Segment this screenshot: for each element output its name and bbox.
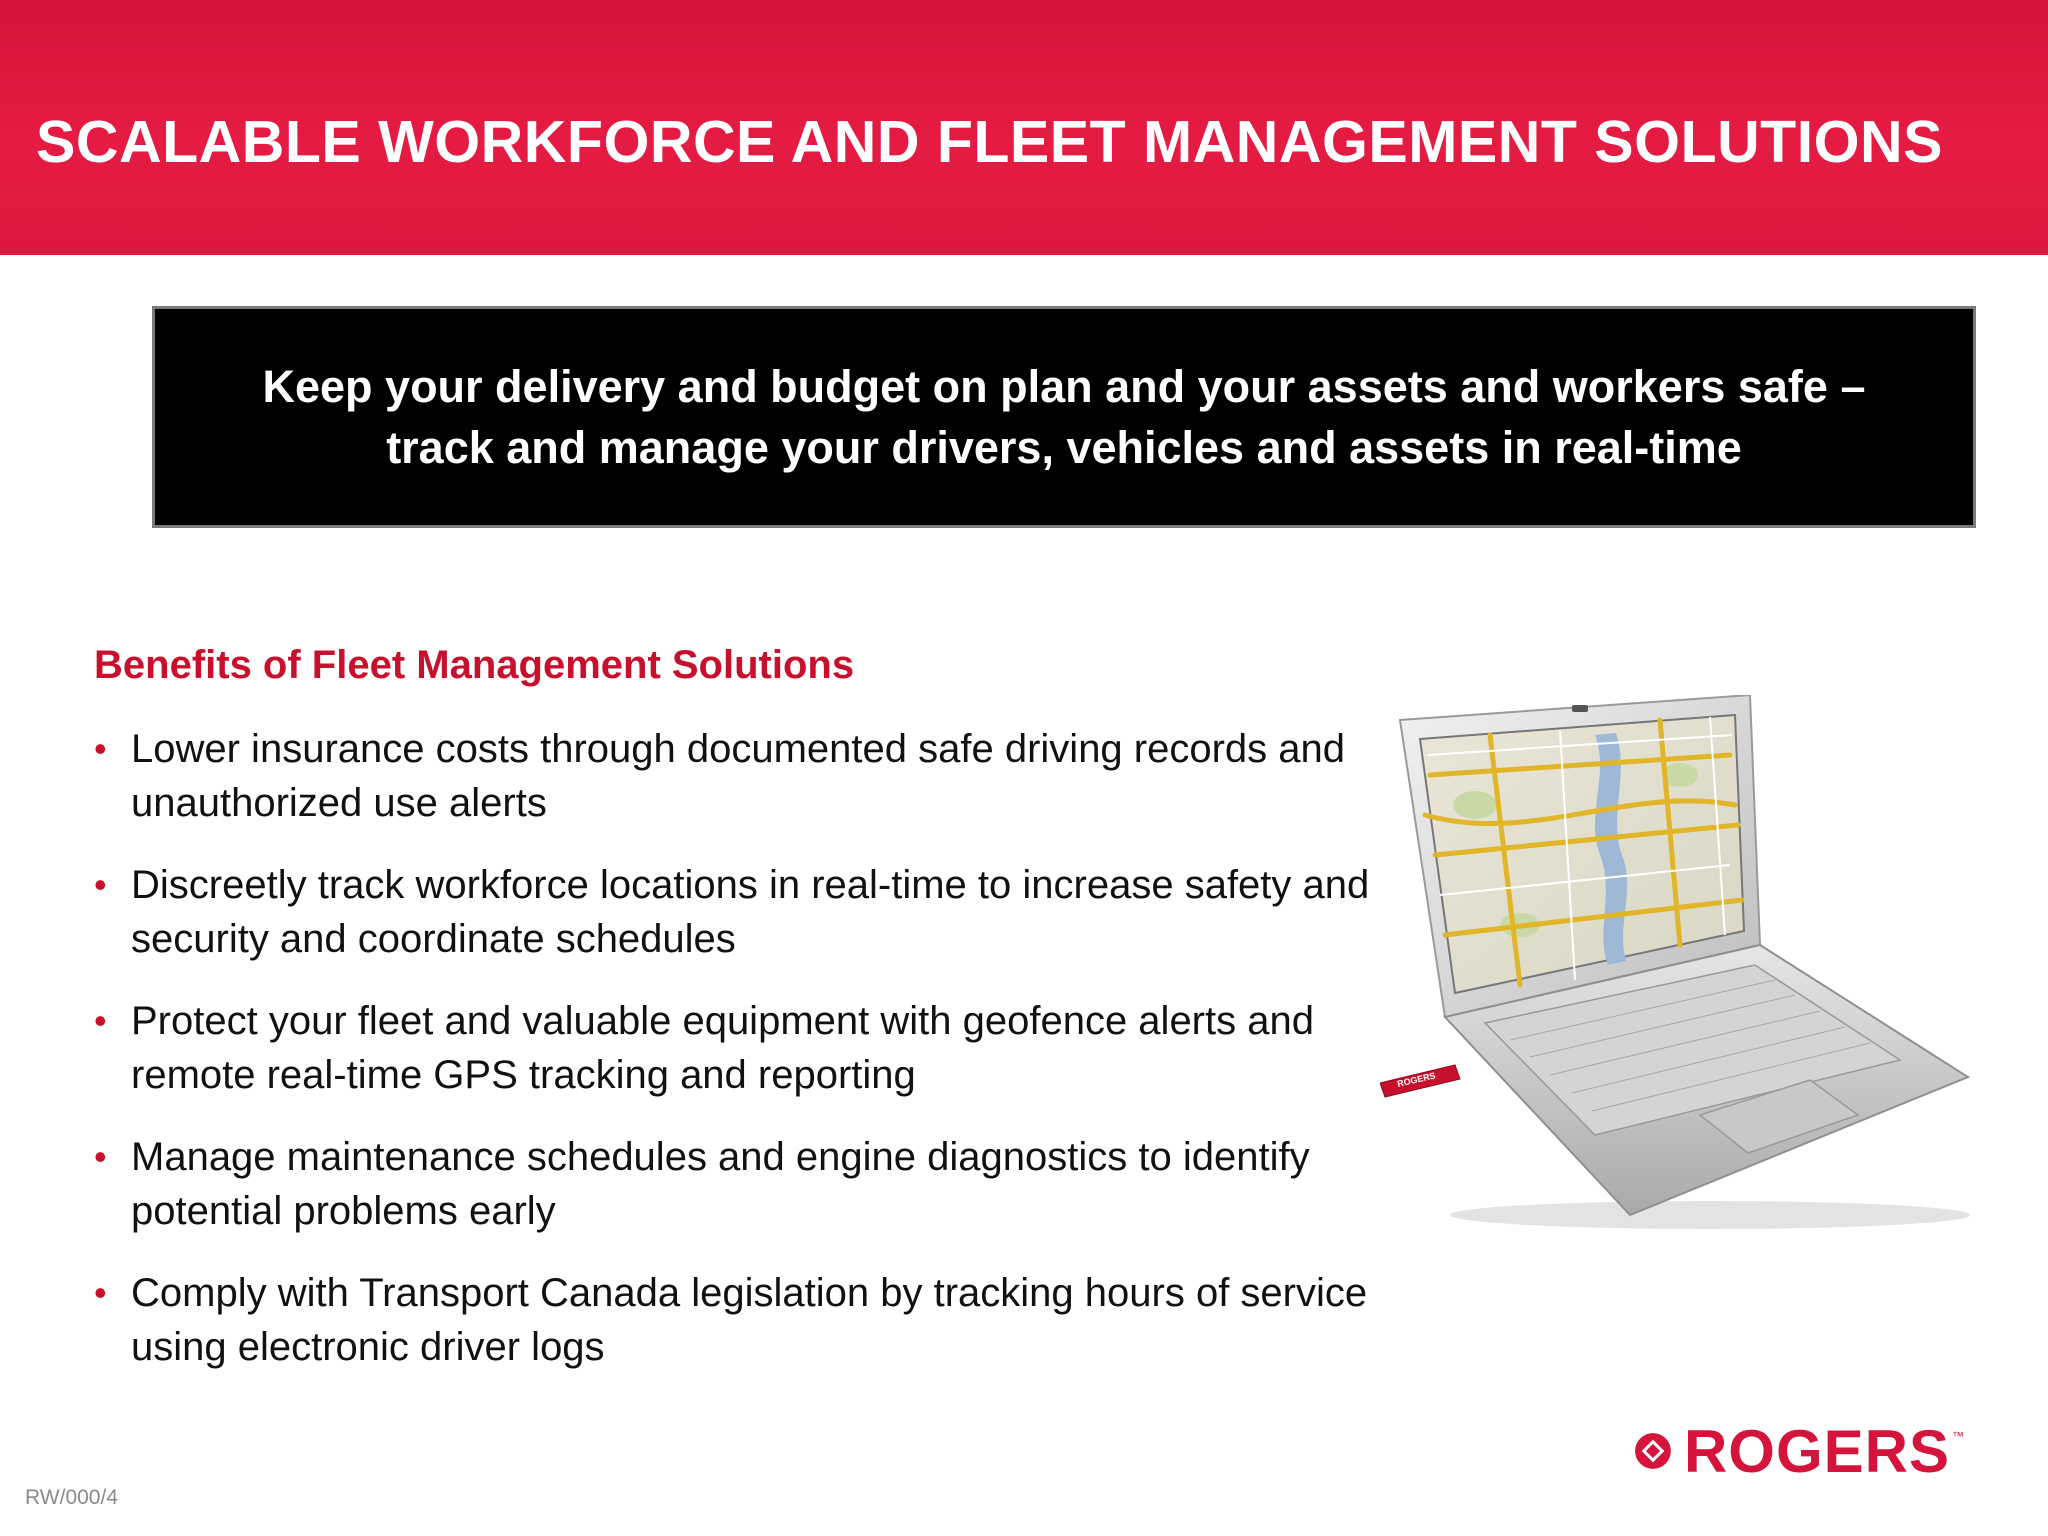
list-item-text: Comply with Transport Canada legislation by tracking hours of service using electronic driver logs	[131, 1271, 1368, 1369]
page-title: SCALABLE WORKFORCE AND FLEET MANAGEMENT SOLUTIONS	[36, 109, 1943, 175]
logo-text: ROGERS	[1683, 1417, 1950, 1485]
bullet-icon: •	[94, 1272, 107, 1313]
list-item-text: Manage maintenance schedules and engine diagnostics to identify potential problems early	[131, 1135, 1310, 1233]
list-item-text: Discreetly track workforce locations in real-time to increase safety and security and coordinate schedules	[131, 863, 1370, 961]
logo-trademark: ™	[1952, 1429, 1964, 1443]
footer-code: RW/000/4	[25, 1486, 118, 1509]
list-item	[92, 1266, 1382, 1374]
laptop-map-icon	[1380, 695, 1980, 1235]
bullet-icon: •	[94, 864, 107, 905]
list-item-text: Protect your fleet and valuable equipment with geofence alerts and remote real-time GPS tracking and reporting	[131, 999, 1314, 1097]
list-item	[92, 1130, 1382, 1238]
bullet-icon: •	[94, 728, 107, 769]
bullet-icon: •	[94, 1136, 107, 1177]
tagline-box	[152, 306, 1976, 528]
header-band	[0, 0, 2048, 255]
rogers-logo	[1634, 1415, 1964, 1487]
list-item-text: Lower insurance costs through documented safe driving records and unauthorized use alerts	[131, 727, 1346, 825]
list-item	[92, 994, 1382, 1102]
list-item	[92, 722, 1382, 830]
tagline-text: Keep your delivery and budget on plan and your assets and workers safe – track and manage your drivers, vehicles and assets in real-time	[262, 361, 1866, 473]
benefits-heading: Benefits of Fleet Management Solutions	[94, 643, 855, 687]
bullet-icon: •	[94, 1000, 107, 1041]
rogers-diamond-icon	[1634, 1416, 1672, 1486]
benefits-list	[92, 722, 1382, 1402]
usb-stick-label: ROGERS	[1396, 1070, 1437, 1089]
list-item	[92, 858, 1382, 966]
